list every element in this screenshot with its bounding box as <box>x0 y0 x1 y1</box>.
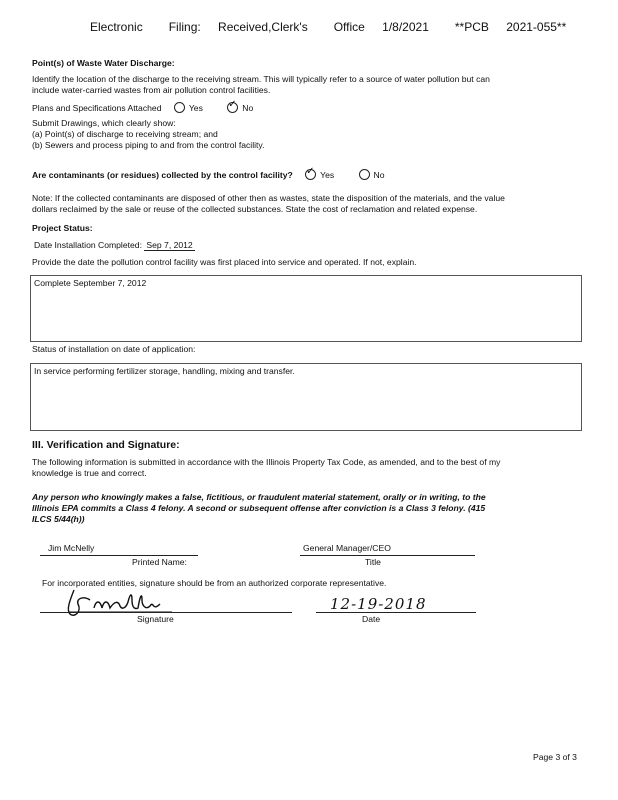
date-label: Date <box>362 614 381 624</box>
submit-line2: (a) Point(s) of discharge to receiving stream; and <box>32 129 218 139</box>
discharge-heading: Point(s) of Waste Water Discharge: <box>32 58 175 68</box>
status-textarea[interactable] <box>30 363 582 431</box>
submit-line3: (b) Sewers and process piping to and from the control facility. <box>32 140 265 150</box>
plans-row <box>32 102 253 114</box>
warning-line1: Any person who knowingly makes a false, fictitious, or fraudulent material statement, orally or in writing, to the <box>32 492 486 502</box>
warning-line2: Illinois EPA commits a Class 4 felony. A second or subsequent offense after conviction is a Class 3 felony. (415 <box>32 503 486 513</box>
signature-label: Signature <box>137 614 174 624</box>
discharge-desc-line1: Identify the location of the discharge to the receiving stream. This will typically refer to a source of water pollution but can <box>32 74 490 84</box>
submit-line1: Submit Drawings, which clearly show: <box>32 118 176 128</box>
printed-name-value[interactable]: Jim McNelly <box>48 543 95 553</box>
contaminants-yes-label: Yes <box>320 170 335 180</box>
plans-no-label: No <box>242 103 254 113</box>
corporate-note: For incorporated entities, signature should be from an authorized corporate representative. <box>42 578 387 588</box>
discharge-desc-line2: include water-carried wastes from air pollution control facilities. <box>32 85 271 95</box>
contaminants-yes-radio[interactable] <box>305 169 316 180</box>
plans-yes-label: Yes <box>188 103 203 113</box>
contaminants-no-label: No <box>373 170 385 180</box>
title-label: Title <box>365 557 381 567</box>
date-installed-value[interactable]: Sep 7, 2012 <box>146 240 193 250</box>
contaminants-row <box>32 169 385 181</box>
title-value[interactable]: General Manager/CEO <box>303 543 391 553</box>
date-line <box>316 612 476 613</box>
date-installed-row <box>34 240 195 251</box>
status-label: Status of installation on date of application: <box>32 344 196 354</box>
status-text: In service performing fertilizer storage, handling, mixing and transfer. <box>34 366 295 376</box>
signature-line <box>40 612 292 613</box>
plans-no-radio[interactable] <box>227 102 238 113</box>
verification-text-line1: The following information is submitted in accordance with the Illinois Property Tax Code, as amended, and to the best of my <box>32 457 501 467</box>
verification-text-line2: knowledge is true and correct. <box>32 468 147 478</box>
printed-name-label: Printed Name: <box>132 557 187 567</box>
signed-date-value[interactable]: 12-19-2018 <box>330 595 427 613</box>
provide-date-instruction: Provide the date the pollution control facility was first placed into service and operated. If not, explain. <box>32 257 417 267</box>
title-line <box>300 555 475 556</box>
printed-name-line <box>40 555 198 556</box>
project-status-heading: Project Status: <box>32 223 93 233</box>
plans-label: Plans and Specifications Attached <box>32 103 162 113</box>
note-line1: Note: If the collected contaminants are disposed of other then as wastes, state the disposition of the materials, and the value <box>32 193 505 203</box>
note-line2: dollars reclaimed by the sale or reuse of the collected substances. State the cost of reclamation and related expense. <box>32 204 478 214</box>
service-date-textarea[interactable] <box>30 275 582 342</box>
warning-line3: ILCS 5/44(h)) <box>32 514 85 524</box>
plans-yes-radio[interactable] <box>174 102 185 113</box>
page-number: Page 3 of 3 <box>533 752 577 762</box>
filing-header: Electronic Filing: Received,Clerk's Office 1/8/2021 **PCB 2021-055** <box>90 20 567 34</box>
service-date-text: Complete September 7, 2012 <box>34 278 147 288</box>
contaminants-question: Are contaminants (or residues) collected by the control facility? <box>32 170 293 180</box>
date-installed-label: Date Installation Completed: <box>34 240 142 250</box>
verification-heading: III. Verification and Signature: <box>32 439 180 451</box>
contaminants-no-radio[interactable] <box>359 169 370 180</box>
